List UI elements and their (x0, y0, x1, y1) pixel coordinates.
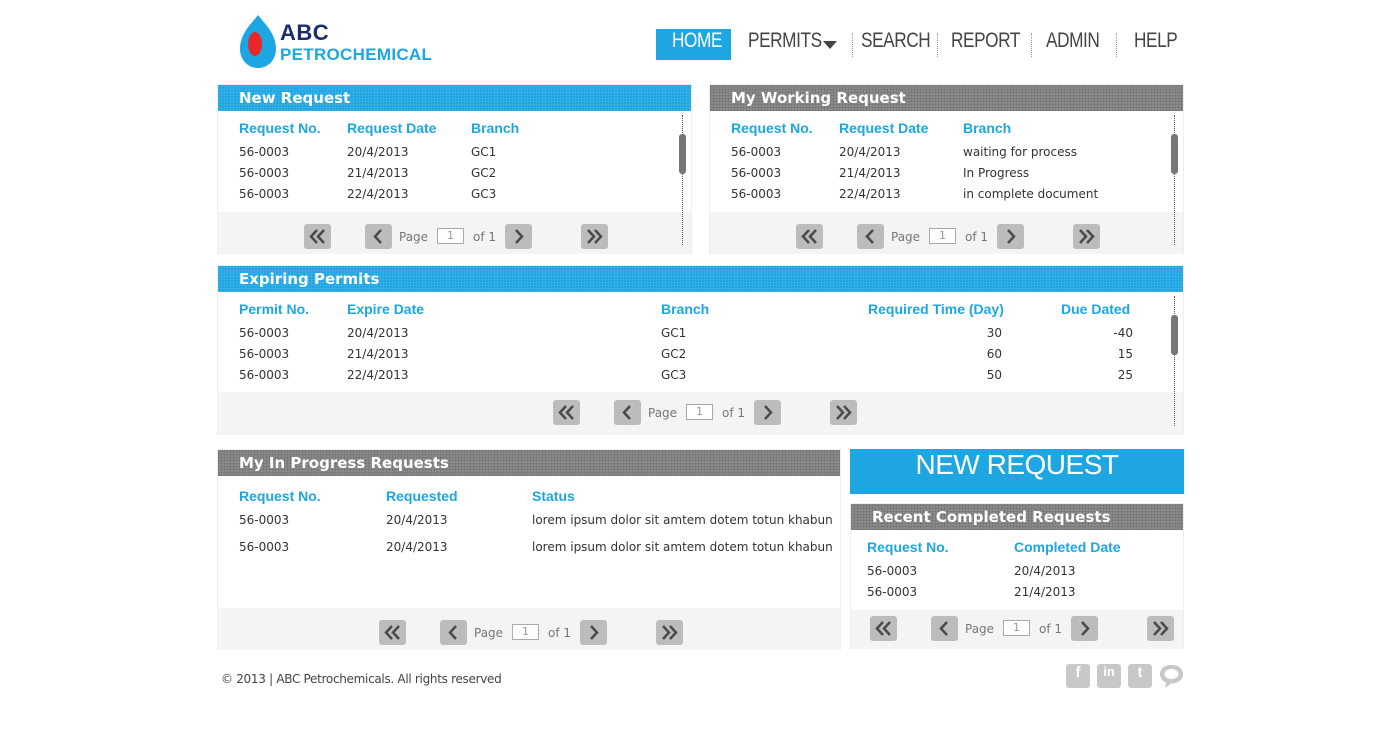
scrollbar-thumb[interactable] (1171, 134, 1178, 174)
table-cell: 50 (986, 368, 1002, 382)
nav-divider (852, 33, 853, 57)
column-header: Request No. (867, 539, 949, 555)
table-cell: in complete document (963, 187, 1099, 201)
page-label: Page (648, 406, 678, 420)
column-header: Status (532, 488, 575, 504)
scrollbar-thumb[interactable] (1171, 315, 1178, 355)
linkedin-glyph: in (1103, 664, 1115, 679)
chevron-right-icon (580, 620, 607, 645)
page-label: Page (399, 230, 429, 244)
table-cell[interactable]: 56-0003 (239, 347, 290, 361)
working-request-panel (709, 84, 1184, 254)
double-chevron-left-icon (304, 224, 331, 249)
chevron-right-icon (997, 224, 1024, 249)
prev-page-button[interactable] (365, 224, 392, 249)
first-page-button[interactable] (870, 616, 897, 641)
new-request-button[interactable] (850, 449, 1184, 494)
page-count: of 1 (548, 626, 572, 640)
brand-name: ABC (280, 20, 330, 45)
double-chevron-left-icon (796, 224, 823, 249)
table-cell[interactable]: 56-0003 (239, 368, 290, 382)
logo-drop-icon (236, 13, 280, 71)
nav-divider (937, 33, 938, 57)
table-cell[interactable]: 56-0003 (731, 187, 782, 201)
first-page-button[interactable] (379, 620, 406, 645)
chevron-down-icon[interactable] (823, 41, 837, 49)
completed-panel (850, 503, 1184, 649)
page-label: Page (474, 626, 504, 640)
nav-divider (1031, 33, 1032, 57)
table-cell[interactable]: 56-0003 (239, 187, 290, 201)
nav-help[interactable]: HELP (1134, 29, 1178, 52)
nav-permits[interactable]: PERMITS (748, 29, 822, 52)
panel-title: My In Progress Requests (218, 450, 840, 476)
next-page-button[interactable] (505, 224, 532, 249)
nav-admin[interactable]: ADMIN (1046, 29, 1100, 52)
facebook-glyph: f (1075, 664, 1081, 681)
page-number-input[interactable]: 1 (929, 228, 956, 244)
page-number-input[interactable]: 1 (512, 624, 539, 640)
last-page-button[interactable] (830, 400, 857, 425)
last-page-button[interactable] (581, 224, 608, 249)
last-page-button[interactable] (1147, 616, 1174, 641)
chat-bubble-icon[interactable] (1159, 664, 1183, 688)
chevron-right-icon (1071, 616, 1098, 641)
panel-title: My Working Request (710, 85, 1183, 111)
next-page-button[interactable] (997, 224, 1024, 249)
table-cell: 30 (986, 326, 1002, 340)
column-header: Branch (471, 120, 520, 136)
table-cell: 21/4/2013 (1014, 585, 1076, 599)
table-cell: 60 (986, 347, 1002, 361)
table-cell: waiting for process (963, 145, 1078, 159)
column-header: Required Time (Day) (868, 301, 1004, 317)
brand-logo[interactable] (236, 13, 433, 71)
table-cell: lorem ipsum dolor sit amtem dotem totun khabun (532, 513, 833, 527)
page-number-input[interactable]: 1 (437, 228, 464, 244)
column-header: Request Date (839, 120, 929, 136)
nav-divider (1116, 33, 1117, 57)
expiring-permits-panel (217, 265, 1184, 435)
double-chevron-right-icon (1147, 616, 1174, 641)
chevron-left-icon (931, 616, 958, 641)
table-cell: 20/4/2013 (1014, 564, 1076, 578)
twitter-icon[interactable] (1128, 664, 1152, 688)
column-header: Requested (386, 488, 458, 504)
last-page-button[interactable] (1073, 224, 1100, 249)
page-count: of 1 (722, 406, 746, 420)
page-number-input[interactable]: 1 (686, 404, 713, 420)
table-cell[interactable]: 56-0003 (239, 166, 290, 180)
copyright-text: © 2013 | ABC Petrochemicals. All rights reserved (221, 672, 502, 686)
chevron-left-icon (365, 224, 392, 249)
double-chevron-left-icon (870, 616, 897, 641)
new-request-panel (217, 84, 692, 254)
next-page-button[interactable] (580, 620, 607, 645)
table-cell: 20/4/2013 (386, 513, 448, 527)
facebook-icon[interactable] (1066, 664, 1090, 688)
table-cell[interactable]: 56-0003 (731, 145, 782, 159)
panel-title: Recent Completed Requests (851, 504, 1183, 530)
table-cell[interactable]: 56-0003 (239, 540, 290, 554)
twitter-glyph: t (1137, 664, 1143, 681)
column-header: Request Date (347, 120, 437, 136)
table-cell: 21/4/2013 (347, 166, 409, 180)
chevron-right-icon (505, 224, 532, 249)
column-header: Due Dated (1061, 301, 1131, 317)
column-header: Branch (661, 301, 710, 317)
first-page-button[interactable] (796, 224, 823, 249)
nav-search[interactable]: SEARCH (861, 29, 931, 52)
page-count: of 1 (1039, 622, 1063, 636)
table-cell[interactable]: 56-0003 (867, 564, 918, 578)
prev-page-button[interactable] (440, 620, 467, 645)
table-cell: 21/4/2013 (347, 347, 409, 361)
double-chevron-right-icon (656, 620, 683, 645)
next-page-button[interactable] (1071, 616, 1098, 641)
panel-title: New Request (218, 85, 691, 111)
first-page-button[interactable] (553, 400, 580, 425)
double-chevron-right-icon (581, 224, 608, 249)
table-cell: 20/4/2013 (347, 145, 409, 159)
table-cell: 22/4/2013 (839, 187, 901, 201)
double-chevron-left-icon (553, 400, 580, 425)
column-header: Request No. (239, 120, 321, 136)
table-cell: 15 (1117, 347, 1133, 361)
chevron-right-icon (754, 400, 781, 425)
table-cell[interactable]: 56-0003 (239, 513, 290, 527)
prev-page-button[interactable] (857, 224, 884, 249)
column-header: Branch (963, 120, 1012, 136)
column-header: Permit No. (239, 301, 310, 317)
table-cell: GC2 (471, 166, 497, 180)
page-label: Page (891, 230, 921, 244)
nav-report[interactable]: REPORT (951, 29, 1020, 52)
table-cell: GC1 (661, 326, 687, 340)
table-cell: 25 (1117, 368, 1133, 382)
in-progress-panel (217, 449, 841, 650)
table-cell: 20/4/2013 (386, 540, 448, 554)
scrollbar-thumb[interactable] (679, 134, 686, 174)
last-page-button[interactable] (656, 620, 683, 645)
table-cell: In Progress (963, 166, 1030, 180)
table-cell[interactable]: 56-0003 (239, 145, 290, 159)
table-cell: GC3 (661, 368, 687, 382)
table-cell[interactable]: 56-0003 (867, 585, 918, 599)
prev-page-button[interactable] (614, 400, 641, 425)
double-chevron-right-icon (1073, 224, 1100, 249)
table-cell: 21/4/2013 (839, 166, 901, 180)
column-header: Expire Date (347, 301, 425, 317)
table-cell: GC1 (471, 145, 497, 159)
next-page-button[interactable] (754, 400, 781, 425)
nav-home[interactable]: HOME (672, 29, 723, 52)
linkedin-icon[interactable] (1097, 664, 1121, 688)
first-page-button[interactable] (304, 224, 331, 249)
new-request-button-label: NEW REQUEST (915, 449, 1119, 480)
table-cell: 22/4/2013 (347, 187, 409, 201)
double-chevron-right-icon (830, 400, 857, 425)
table-cell: 22/4/2013 (347, 368, 409, 382)
page-label: Page (965, 622, 995, 636)
column-header: Request No. (239, 488, 321, 504)
column-header: Request No. (731, 120, 813, 136)
speech-bubble-icon (1159, 664, 1184, 689)
chevron-left-icon (614, 400, 641, 425)
table-cell: lorem ipsum dolor sit amtem dotem totun khabun (532, 540, 833, 554)
table-cell[interactable]: 56-0003 (239, 326, 290, 340)
prev-page-button[interactable] (931, 616, 958, 641)
table-cell: -40 (1113, 326, 1133, 340)
table-cell: 20/4/2013 (839, 145, 901, 159)
chevron-left-icon (440, 620, 467, 645)
page-count: of 1 (473, 230, 497, 244)
panel-title: Expiring Permits (218, 266, 1183, 292)
column-header: Completed Date (1014, 539, 1121, 555)
page-count: of 1 (965, 230, 989, 244)
table-cell: 20/4/2013 (347, 326, 409, 340)
table-cell[interactable]: 56-0003 (731, 166, 782, 180)
chevron-left-icon (857, 224, 884, 249)
page-number-input[interactable]: 1 (1003, 620, 1030, 636)
table-cell: GC3 (471, 187, 497, 201)
double-chevron-left-icon (379, 620, 406, 645)
table-cell: GC2 (661, 347, 687, 361)
brand-subname: PETROCHEMICAL (280, 45, 433, 64)
